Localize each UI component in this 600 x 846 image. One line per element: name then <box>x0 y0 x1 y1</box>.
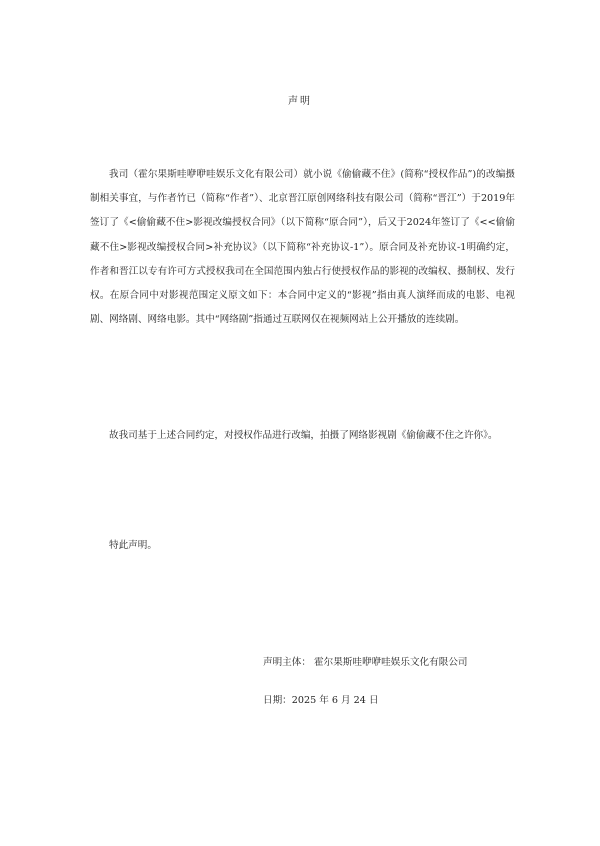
signature-date: 日期：2025 年 6 月 24 日 <box>263 695 379 706</box>
closing-statement: 特此声明。 <box>109 540 157 551</box>
statement-paragraph-2: 故我司基于上述合同约定，对授权作品进行改编，拍摄了网络影视剧《偷偷藏不住之许你》。 <box>109 430 498 441</box>
document-title: 声明 <box>288 96 312 107</box>
signature-entity: 声明主体： 霍尔果斯哇咿咿哇娱乐文化有限公司 <box>263 657 468 668</box>
statement-paragraph-1: 我司（霍尔果斯哇咿咿哇娱乐文化有限公司）就小说《偷偷藏不住》(简称“授权作品”)的改编摄制相关事宜，与作者竹已（简称“作者”）、北京晋江原创网络科技有限公司（简称“晋江”）于2019年签订了《<偷偷藏不住>影视改编授权合同》（以下简称“原合同”），后又于2024年签订了《<<偷偷藏不住>影视改编授权合同>补充协议》（以下简称“补充协议-1”）。原合同及补充协议-1明确约定，作者和晋江以专有许可方式授权我司在全国范围内独占行使授权作品的影视的改编权、摄制权、发行权。在原合同中对影视范围定义原文如下：本合同中定义的“影视”指由真人演绎而成的电影、电视剧、网络剧、网络电影。其中“网络剧”指通过互联网仅在视频网站上公开播放的连续剧。 <box>90 169 515 326</box>
